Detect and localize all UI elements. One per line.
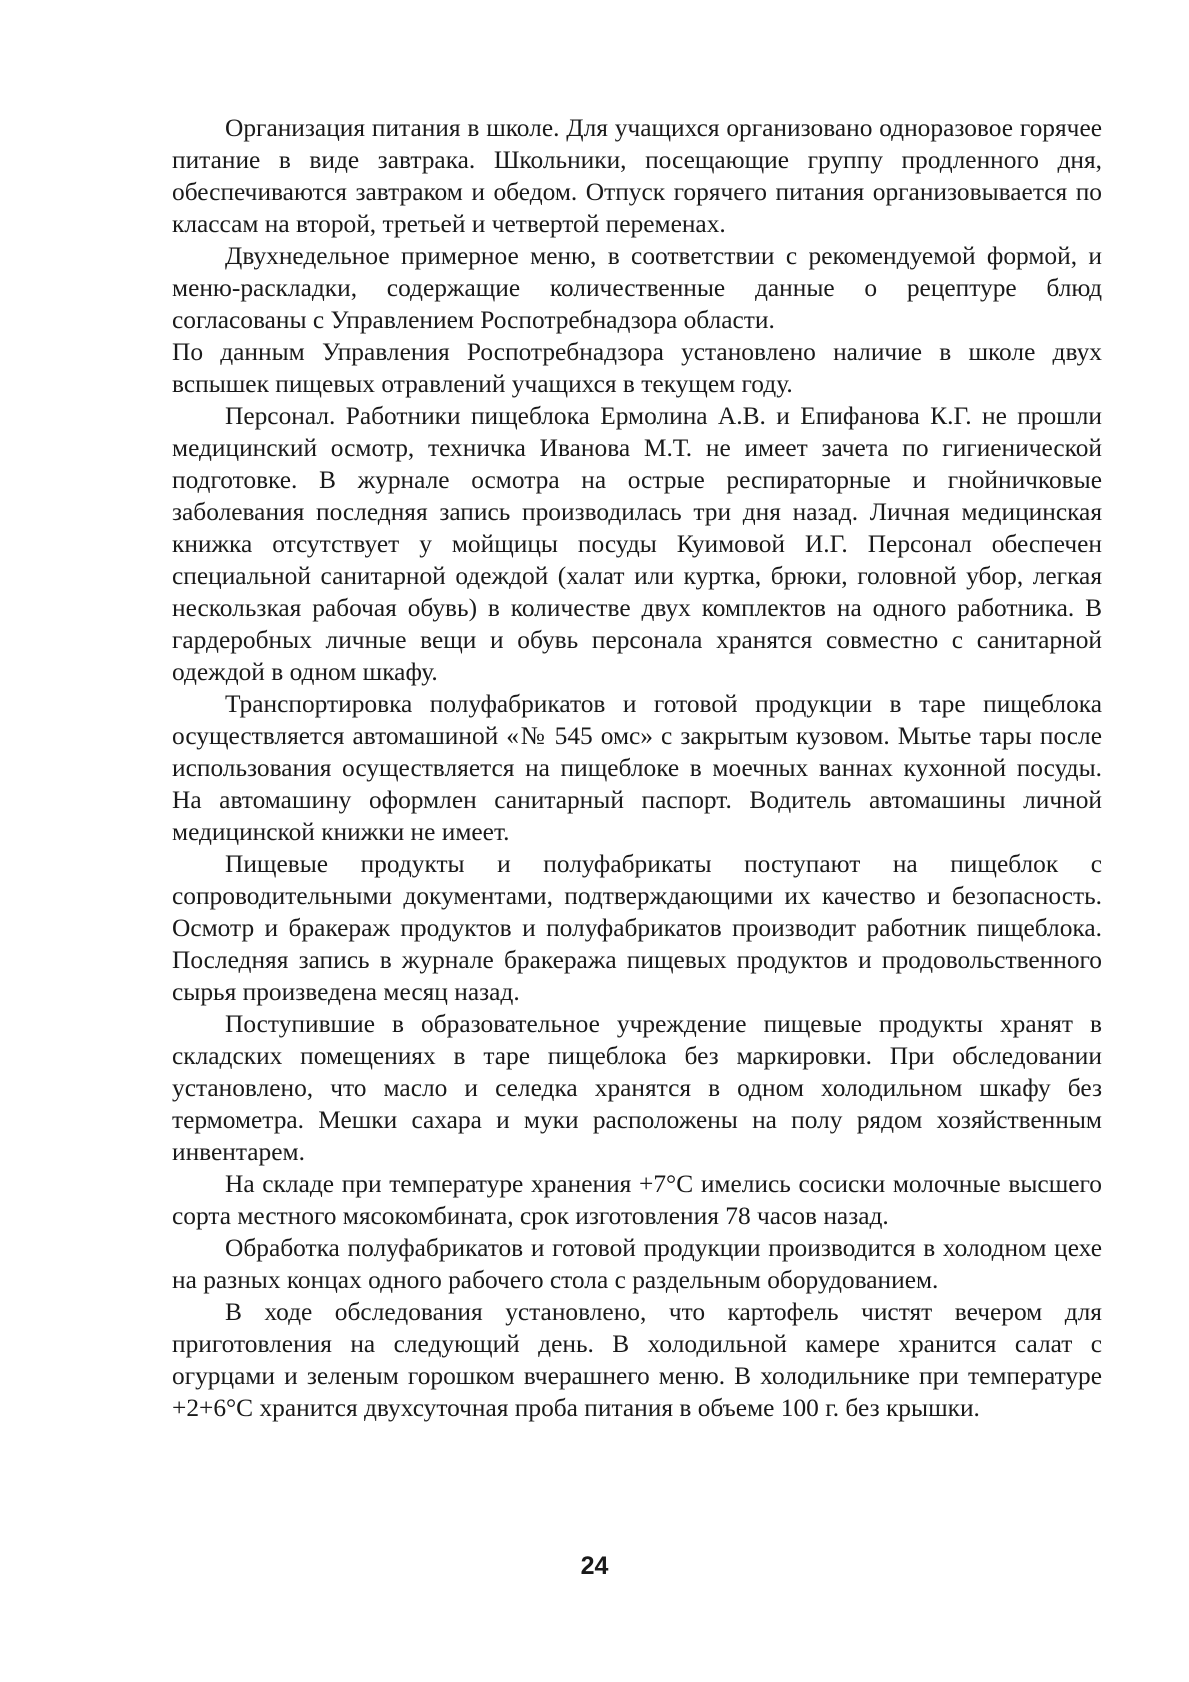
paragraph-storage: Поступившие в образовательное учреждение пищевые продукты хранят в складских помещениях в таре пищеблока без маркировки. При обследовании установлено, что масло и селедка хранятся в одном холодильном шкафу без термометра. Мешки сахара и муки расположены на полу рядом хозяйственным инвентарем.	[172, 1010, 1102, 1166]
page-number: 24	[580, 1552, 609, 1580]
paragraph-personnel: Персонал. Работники пищеблока Ермолина А.В. и Епифанова К.Г. не прошли медицинский осмотр, техничка Иванова М.Т. не имеет зачета по гигиенической подготовке. В журнале осмотра на острые респираторные и гнойничковые заболевания последняя запись производилась три дня назад. Личная медицинская книжка отсутствует у мойщицы посуды Куимовой И.Г. Персонал обеспечен специальной санитарной одеждой (халат или куртка, брюки, головной убор, легкая нескользкая рабочая обувь) в количестве двух комплектов на одного работника. В гардеробных личные вещи и обувь персонала хранятся совместно с санитарной одеждой в одном шкафу.	[172, 402, 1102, 686]
paragraph-processing: Обработка полуфабрикатов и готовой продукции производится в холодном цехе на разных концах одного рабочего стола с раздельным оборудованием.	[172, 1234, 1102, 1294]
paragraph-food-products: Пищевые продукты и полуфабрикаты поступают на пищеблок с сопроводительными документами, подтверждающими их качество и безопасность. Осмотр и бракераж продуктов и полуфабрикатов производит работник пищеблока. Последняя запись в журнале бракеража пищевых продуктов и продовольственного сырья произведена месяц назад.	[172, 850, 1102, 1006]
paragraph-warehouse-temperature: На складе при температуре хранения +7°С имелись сосиски молочные высшего сорта местного мясокомбината, срок изготовления 78 часов назад.	[172, 1170, 1102, 1230]
body-text	[172, 112, 1102, 1424]
paragraph-food-organization: Организация питания в школе. Для учащихся организовано одноразовое горячее питание в виде завтрака. Школьники, посещающие группу продленного дня, обеспечиваются завтраком и обедом. Отпуск горячего питания организовывается по классам на второй, третьей и четвертой переменах.	[172, 114, 1102, 238]
paragraph-menu: Двухнедельное примерное меню, в соответствии с рекомендуемой формой, и меню-раскладки, содержащие количественные данные о рецептуре блюд согласованы с Управлением Роспотребнадзора области.	[172, 242, 1102, 334]
paragraph-rospotrebnadzor: По данным Управления Роспотребнадзора установлено наличие в школе двух вспышек пищевых отравлений учащихся в текущем году.	[172, 338, 1102, 398]
paragraph-transportation: Транспортировка полуфабрикатов и готовой продукции в таре пищеблока осуществляется автомашиной «№ 545 омс» с закрытым кузовом. Мытье тары после использования осуществляется на пищеблоке в моечных ваннах кухонной посуды. На автомашину оформлен санитарный паспорт. Водитель автомашины личной медицинской книжки не имеет.	[172, 690, 1102, 846]
paragraph-inspection: В ходе обследования установлено, что картофель чистят вечером для приготовления на следующий день. В холодильной камере хранится салат с огурцами и зеленым горошком вчерашнего меню. В холодильнике при температуре +2+6°С хранится двухсуточная проба питания в объеме 100 г. без крышки.	[172, 1298, 1102, 1422]
